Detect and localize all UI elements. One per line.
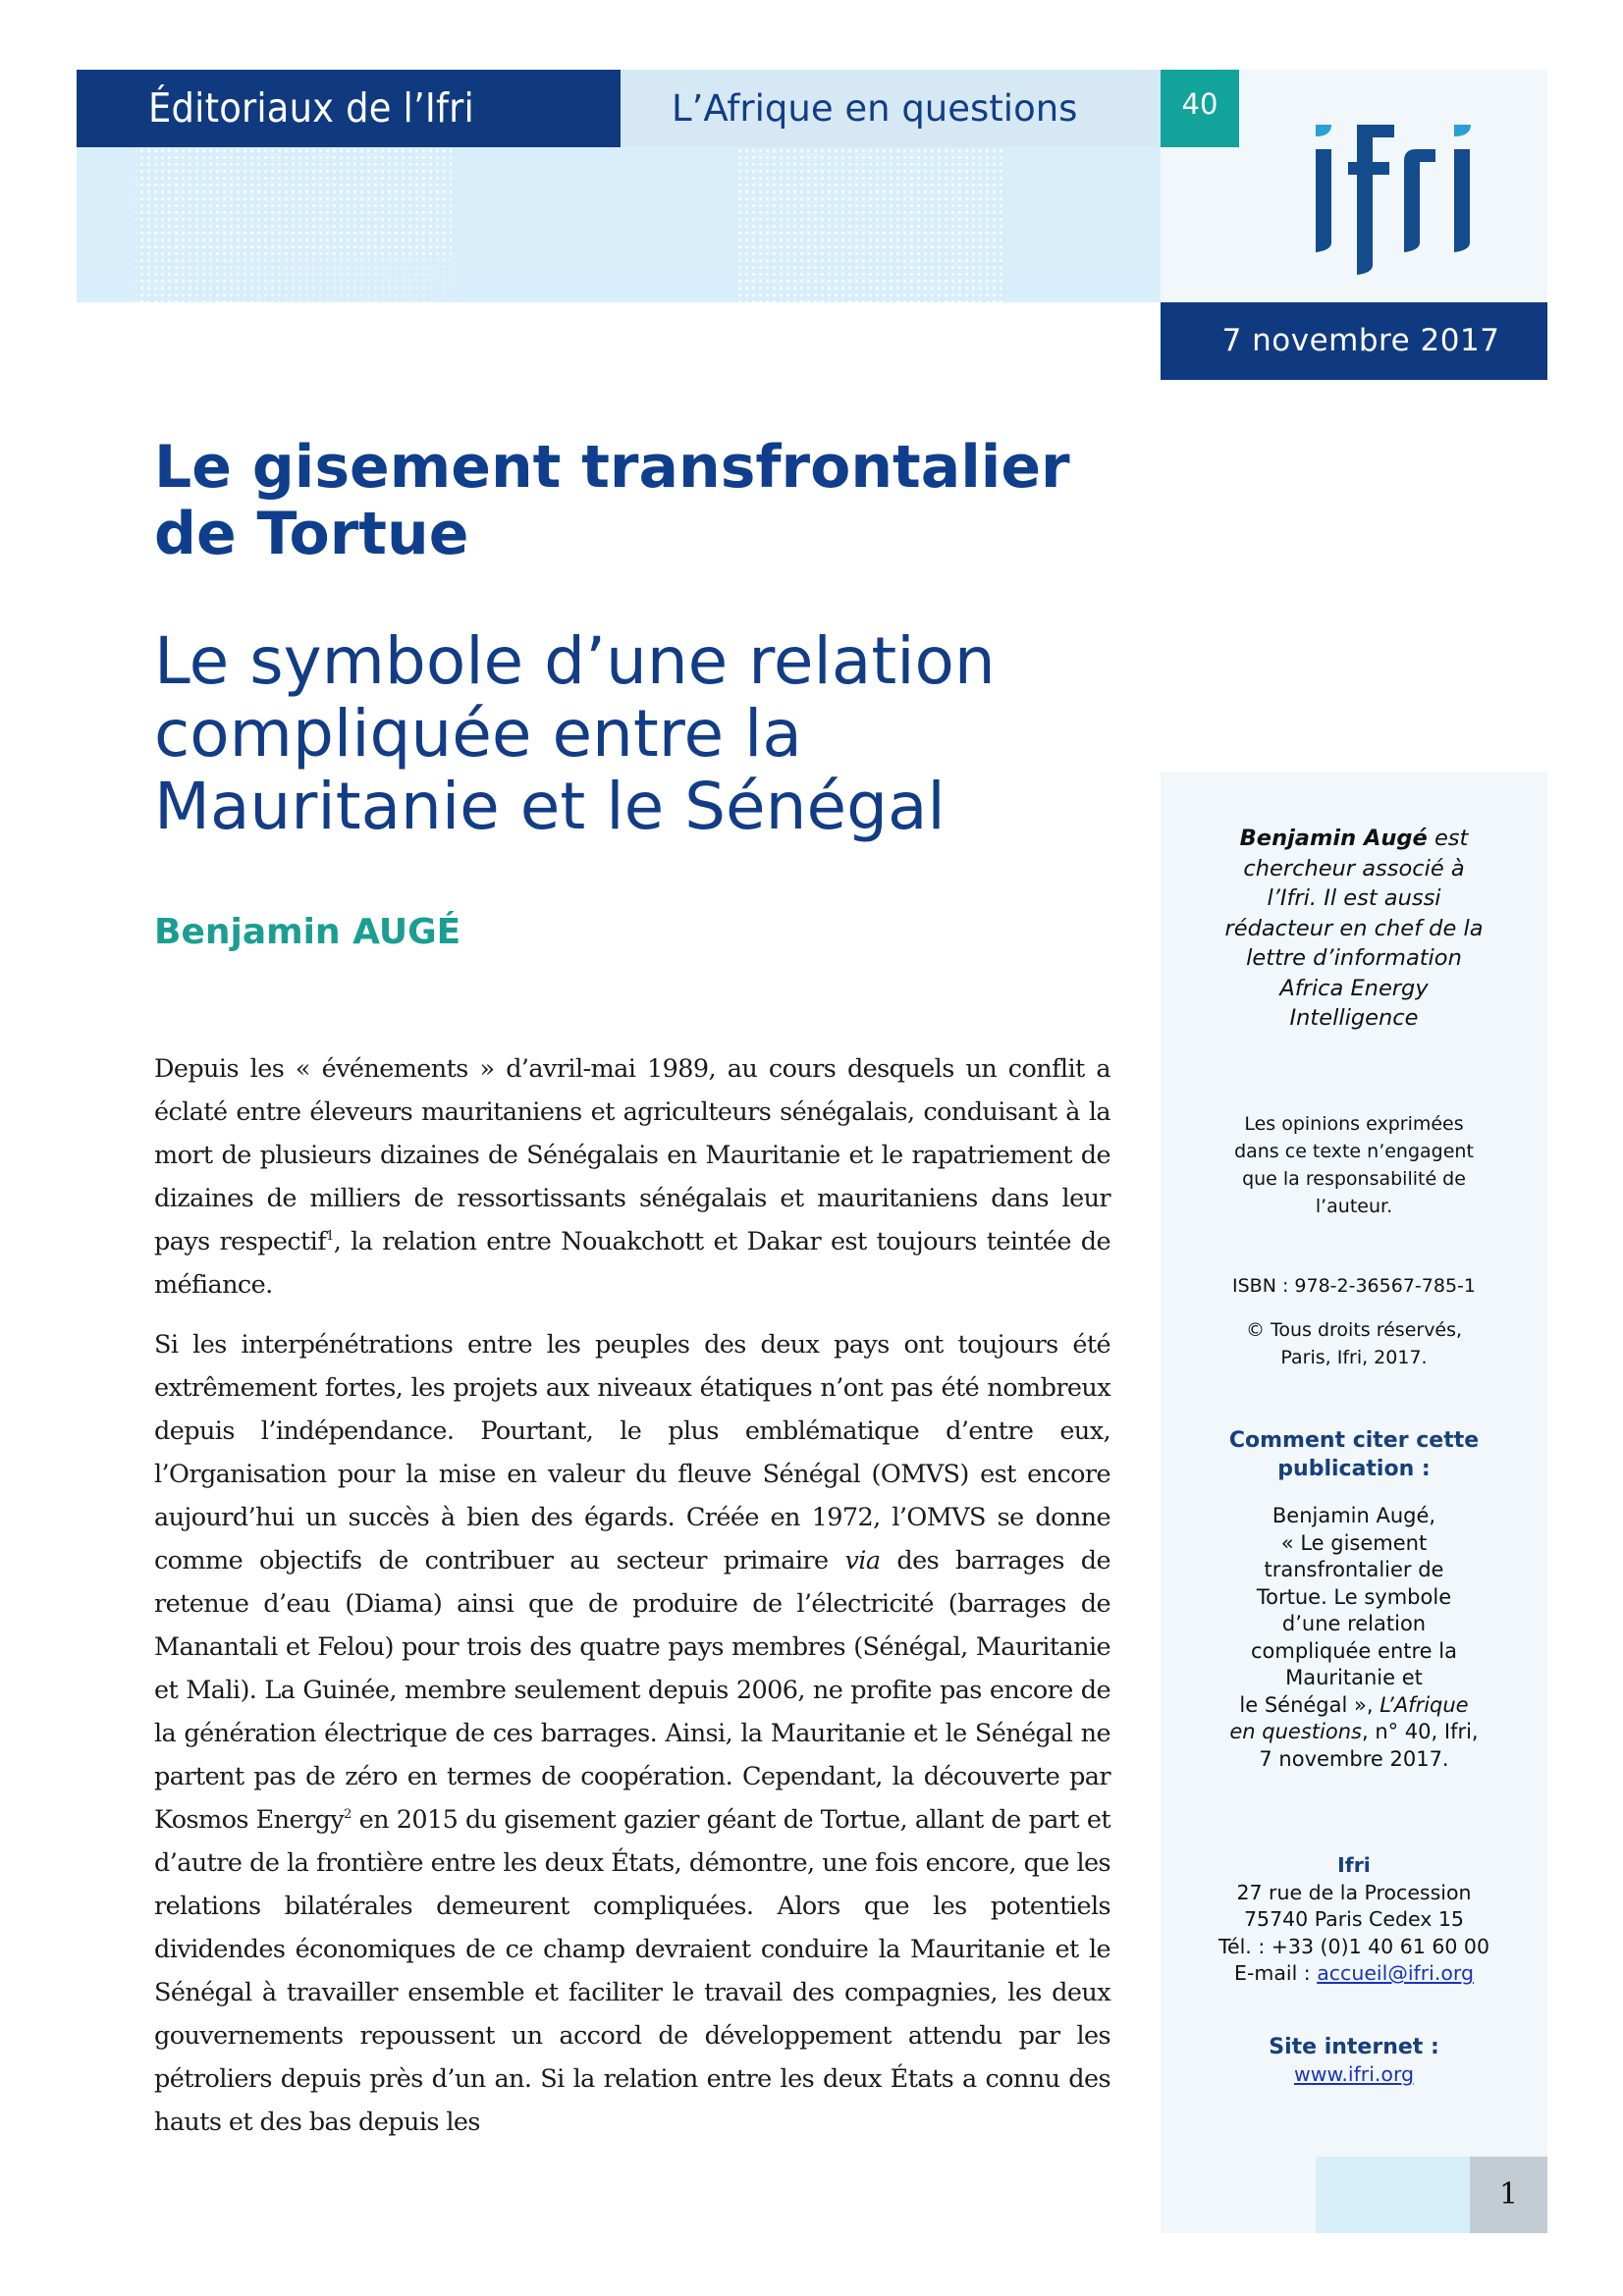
citation-heading	[1161, 1426, 1547, 1483]
bio-text: rédacteur en chef de la	[1224, 915, 1484, 941]
paragraph-text: en 2015 du gisement gazier géant de Tortue, allant de part et d’autre de la frontière entre les deux États, démontre, une fois encore, que les relations bilatérales demeurent compliquées. Alors que les potentiels dividendes économiques de ce champ devraient conduire la Mauritanie et le Sénégal à travailler ensemble et faciliter le travail des compagnies, les deux gouvernements repoussent un accord de développement attendu par les pétroliers depuis près d’un an. Si la relation entre les deux États a connu des hauts et des bas depuis les	[154, 1805, 1110, 2137]
logo-f-bar	[1348, 162, 1389, 175]
page-number: 1	[1470, 2157, 1547, 2233]
citation-heading-text: publication :	[1277, 1457, 1431, 1481]
bio-text: chercheur associé à	[1243, 855, 1465, 881]
map-ocean-area	[452, 147, 736, 302]
disclaimer-text: Les opinions exprimées	[1244, 1113, 1464, 1135]
logo-i2-stem	[1454, 149, 1470, 242]
citation-series-italic: L’Afrique	[1380, 1692, 1469, 1717]
logo-r	[1404, 149, 1435, 252]
title-line: de Tortue	[154, 500, 469, 568]
map-ocean-area	[135, 260, 452, 302]
citation-text	[1161, 1503, 1547, 1773]
paragraph-text: , la relation entre Nouakchott et Dakar est toujours teintée de méfiance.	[154, 1227, 1110, 1300]
logo-i-stem	[1316, 149, 1331, 242]
citation-line: compliquée entre la	[1251, 1638, 1457, 1663]
footnote-ref-1[interactable]: 1	[326, 1229, 334, 1244]
paragraph-text: Depuis les « événements » d’avril-mai 1989, au cours desquels un conflit a éclaté entre éleveurs mauritaniens et agriculteurs sénégalais, conduisant à la mort de plusieurs dizaines de Sénégalais en Mauritanie et le rapatriement de dizaines de milliers de ressortissants sénégalais et mauritaniens dans leur pays respectif	[154, 1054, 1110, 1256]
contact-info	[1161, 1852, 1547, 1988]
copyright-text: © Tous droits réservés,	[1245, 1319, 1463, 1341]
logo-f	[1357, 125, 1394, 275]
address-line: 75740 Paris Cedex 15	[1244, 1907, 1464, 1931]
article-body	[154, 1047, 1110, 2161]
phone-number: Tél. : +33 (0)1 40 61 60 00	[1217, 1934, 1490, 1958]
citation-line: le Sénégal »,	[1239, 1692, 1380, 1717]
disclaimer	[1161, 1110, 1547, 1220]
email-label: E-mail :	[1234, 1961, 1318, 1985]
org-name: Ifri	[1337, 1853, 1371, 1877]
citation-line: Benjamin Augé,	[1271, 1504, 1436, 1527]
paragraph-text: Si les interpénétrations entre les peuples des deux pays ont toujours été extrêmement fortes, les projets aux niveaux étatiques n’ont pas été nombreux depuis l’indépendance. Pourtant, le plus emblématique d’entre eux, l’Organisation pour la mise en valeur du fleuve Sénégal (OMVS) est encore aujourd’hui un succès à bien des égards. Créée en 1972, l’OMVS se donne comme objectifs de contribuer au secteur primaire	[154, 1330, 1110, 1575]
issue-number-badge: 40	[1161, 70, 1239, 147]
bio-text: Africa Energy	[1279, 975, 1429, 1001]
subtitle-line: Mauritanie et le Sénégal	[154, 769, 946, 844]
citation-line: Mauritanie et	[1285, 1666, 1423, 1689]
author-name: Benjamin AUGÉ	[154, 912, 461, 952]
website-link[interactable]: www.ifri.org	[1293, 2062, 1415, 2086]
italic-text: via	[844, 1546, 881, 1575]
citation-line: transfrontalier de	[1264, 1558, 1444, 1581]
disclaimer-text: que la responsabilité de	[1242, 1168, 1466, 1190]
paragraph	[154, 1323, 1110, 2144]
citation-heading-text: Comment citer cette	[1228, 1428, 1480, 1453]
footnote-ref-2[interactable]: 2	[344, 1807, 352, 1822]
citation-series-italic: en questions	[1229, 1720, 1362, 1743]
sidebar	[1161, 773, 1547, 2233]
logo-i-dot	[1316, 125, 1331, 136]
citation-line: d’une relation	[1281, 1612, 1427, 1635]
copyright-text: Paris, Ifri, 2017.	[1280, 1347, 1428, 1368]
logo-i2-dot	[1454, 125, 1471, 136]
author-bio	[1161, 824, 1547, 1034]
bio-text: est	[1427, 826, 1469, 851]
page-title	[154, 434, 1097, 567]
email-link[interactable]: accueil@ifri.org	[1317, 1961, 1474, 1985]
page-subtitle	[154, 625, 1097, 843]
logo-i2-tail	[1454, 242, 1470, 252]
bio-text: Intelligence	[1289, 1005, 1419, 1031]
ifri-logo	[1306, 118, 1502, 285]
subtitle-line: Le symbole d’une relation	[154, 623, 996, 699]
footer-accent	[1316, 2157, 1470, 2233]
website-heading: Site internet :	[1269, 2035, 1439, 2059]
paragraph-text: des barrages de retenue d’eau (Diama) ainsi que de produire de l’électricité (barrages de Manantali et Felou) pour trois des quatre pays membres (Sénégal, Mauritanie et Mali). La Guinée, membre seulement depuis 2006, ne profite pas encore de la génération électrique de ces barrages. Ainsi, la Mauritanie et le Sénégal ne partent pas de zéro en termes de coopération. Cependant, la découverte par Kosmos Energy	[154, 1546, 1110, 1835]
copyright-notice	[1161, 1316, 1547, 1371]
series-title: Éditoriaux de l’Ifri	[77, 70, 621, 147]
citation-line: 7 novembre 2017.	[1259, 1746, 1449, 1771]
website	[1161, 2060, 1547, 2089]
collection-title: L’Afrique en questions	[621, 70, 1161, 147]
map-ocean-area	[77, 147, 135, 302]
bio-author-name: Benjamin Augé	[1239, 826, 1428, 851]
citation-line: Tortue. Le symbole	[1256, 1584, 1452, 1609]
bio-text: lettre d’information	[1246, 945, 1462, 971]
map-ocean-area	[1006, 147, 1161, 302]
citation-line: , n° 40, Ifri,	[1361, 1720, 1479, 1743]
title-line: Le gisement transfrontalier	[154, 433, 1070, 502]
address-line: 27 rue de la Procession	[1236, 1880, 1472, 1904]
citation-line: « Le gisement	[1280, 1530, 1428, 1555]
subtitle-line: compliquée entre la	[154, 696, 802, 772]
isbn: ISBN : 978-2-36567-785-1	[1232, 1275, 1476, 1297]
paragraph	[154, 1047, 1110, 1307]
bio-text: l’Ifri. Il est aussi	[1267, 885, 1441, 911]
disclaimer-text: dans ce texte n’engagent	[1234, 1141, 1474, 1162]
logo-i-tail	[1316, 242, 1331, 252]
disclaimer-text: l’auteur.	[1315, 1196, 1393, 1217]
publication-date: 7 novembre 2017	[1161, 302, 1547, 380]
